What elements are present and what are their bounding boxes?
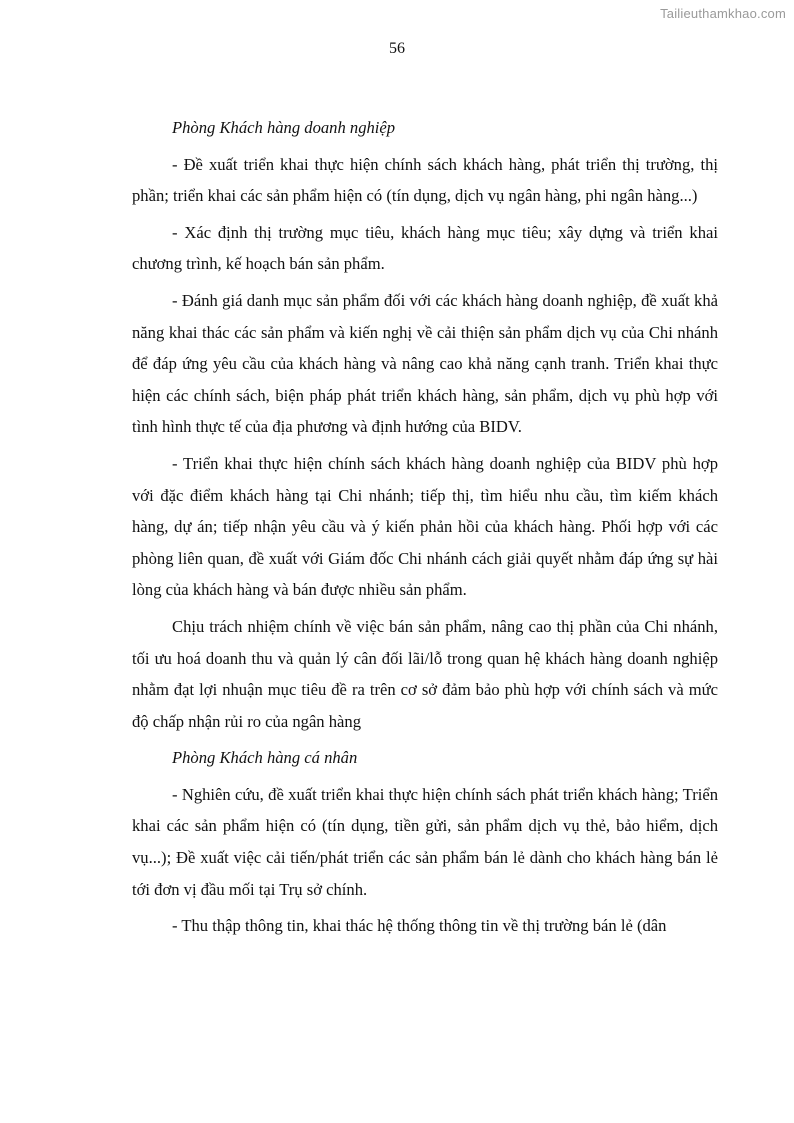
document-body: [132, 112, 718, 947]
paragraph: - Nghiên cứu, đề xuất triển khai thực hiện chính sách phát triển khách hàng; Triển khai các sản phẩm hiện có (tín dụng, tiền gửi, sản phẩm dịch vụ thẻ, bảo hiểm, dịch vụ...); Đề xuất việc cải tiến/phát triển các sản phẩm bán lẻ dành cho khách hàng bán lẻ tới đơn vị đầu mối tại Trụ sở chính.: [132, 784, 718, 899]
paragraph: - Đánh giá danh mục sản phẩm đối với các khách hàng doanh nghiệp, đề xuất khả năng khai thác các sản phẩm và kiến nghị về cải thiện sản phẩm dịch vụ của Chi nhánh để đáp ứng yêu cầu của khách hàng và nâng cao khả năng cạnh tranh. Triển khai thực hiện các chính sách, biện pháp phát triển khách hàng, sản phẩm, dịch vụ phù hợp với tình hình thực tế của địa phương và định hướng của BIDV.: [132, 290, 718, 437]
section-heading-corporate: Phòng Khách hàng doanh nghiệp: [172, 118, 396, 137]
paragraph: - Đề xuất triển khai thực hiện chính sách khách hàng, phát triển thị trường, thị phần; triển khai các sản phẩm hiện có (tín dụng, dịch vụ ngân hàng, phi ngân hàng...): [132, 154, 718, 206]
paragraph: - Xác định thị trường mục tiêu, khách hàng mục tiêu; xây dựng và triển khai chương trình, kế hoạch bán sản phẩm.: [132, 222, 718, 274]
page-number: 56: [389, 40, 405, 57]
paragraph: Chịu trách nhiệm chính về việc bán sản phẩm, nâng cao thị phần của Chi nhánh, tối ưu hoá doanh thu và quản lý cân đối lãi/lỗ trong quan hệ khách hàng doanh nghiệp nhằm đạt lợi nhuận mục tiêu đề ra trên cơ sở đảm bảo phù hợp với chính sách và mức độ chấp nhận rủi ro của ngân hàng: [132, 616, 718, 731]
watermark: Tailieuthamkhao.com: [660, 6, 786, 21]
paragraph: - Thu thập thông tin, khai thác hệ thống thông tin về thị trường bán lẻ (dân: [172, 916, 667, 936]
paragraph: - Triển khai thực hiện chính sách khách hàng doanh nghiệp của BIDV phù hợp với đặc điểm khách hàng tại Chi nhánh; tiếp thị, tìm hiểu nhu cầu, tìm kiếm khách hàng, dự án; tiếp nhận yêu cầu và ý kiến phản hồi của khách hàng. Phối hợp với các phòng liên quan, đề xuất với Giám đốc Chi nhánh cách giải quyết nhằm đáp ứng sự hài lòng của khách hàng và bán được nhiều sản phẩm.: [132, 453, 718, 600]
section-heading-individual: Phòng Khách hàng cá nhân: [172, 748, 358, 768]
